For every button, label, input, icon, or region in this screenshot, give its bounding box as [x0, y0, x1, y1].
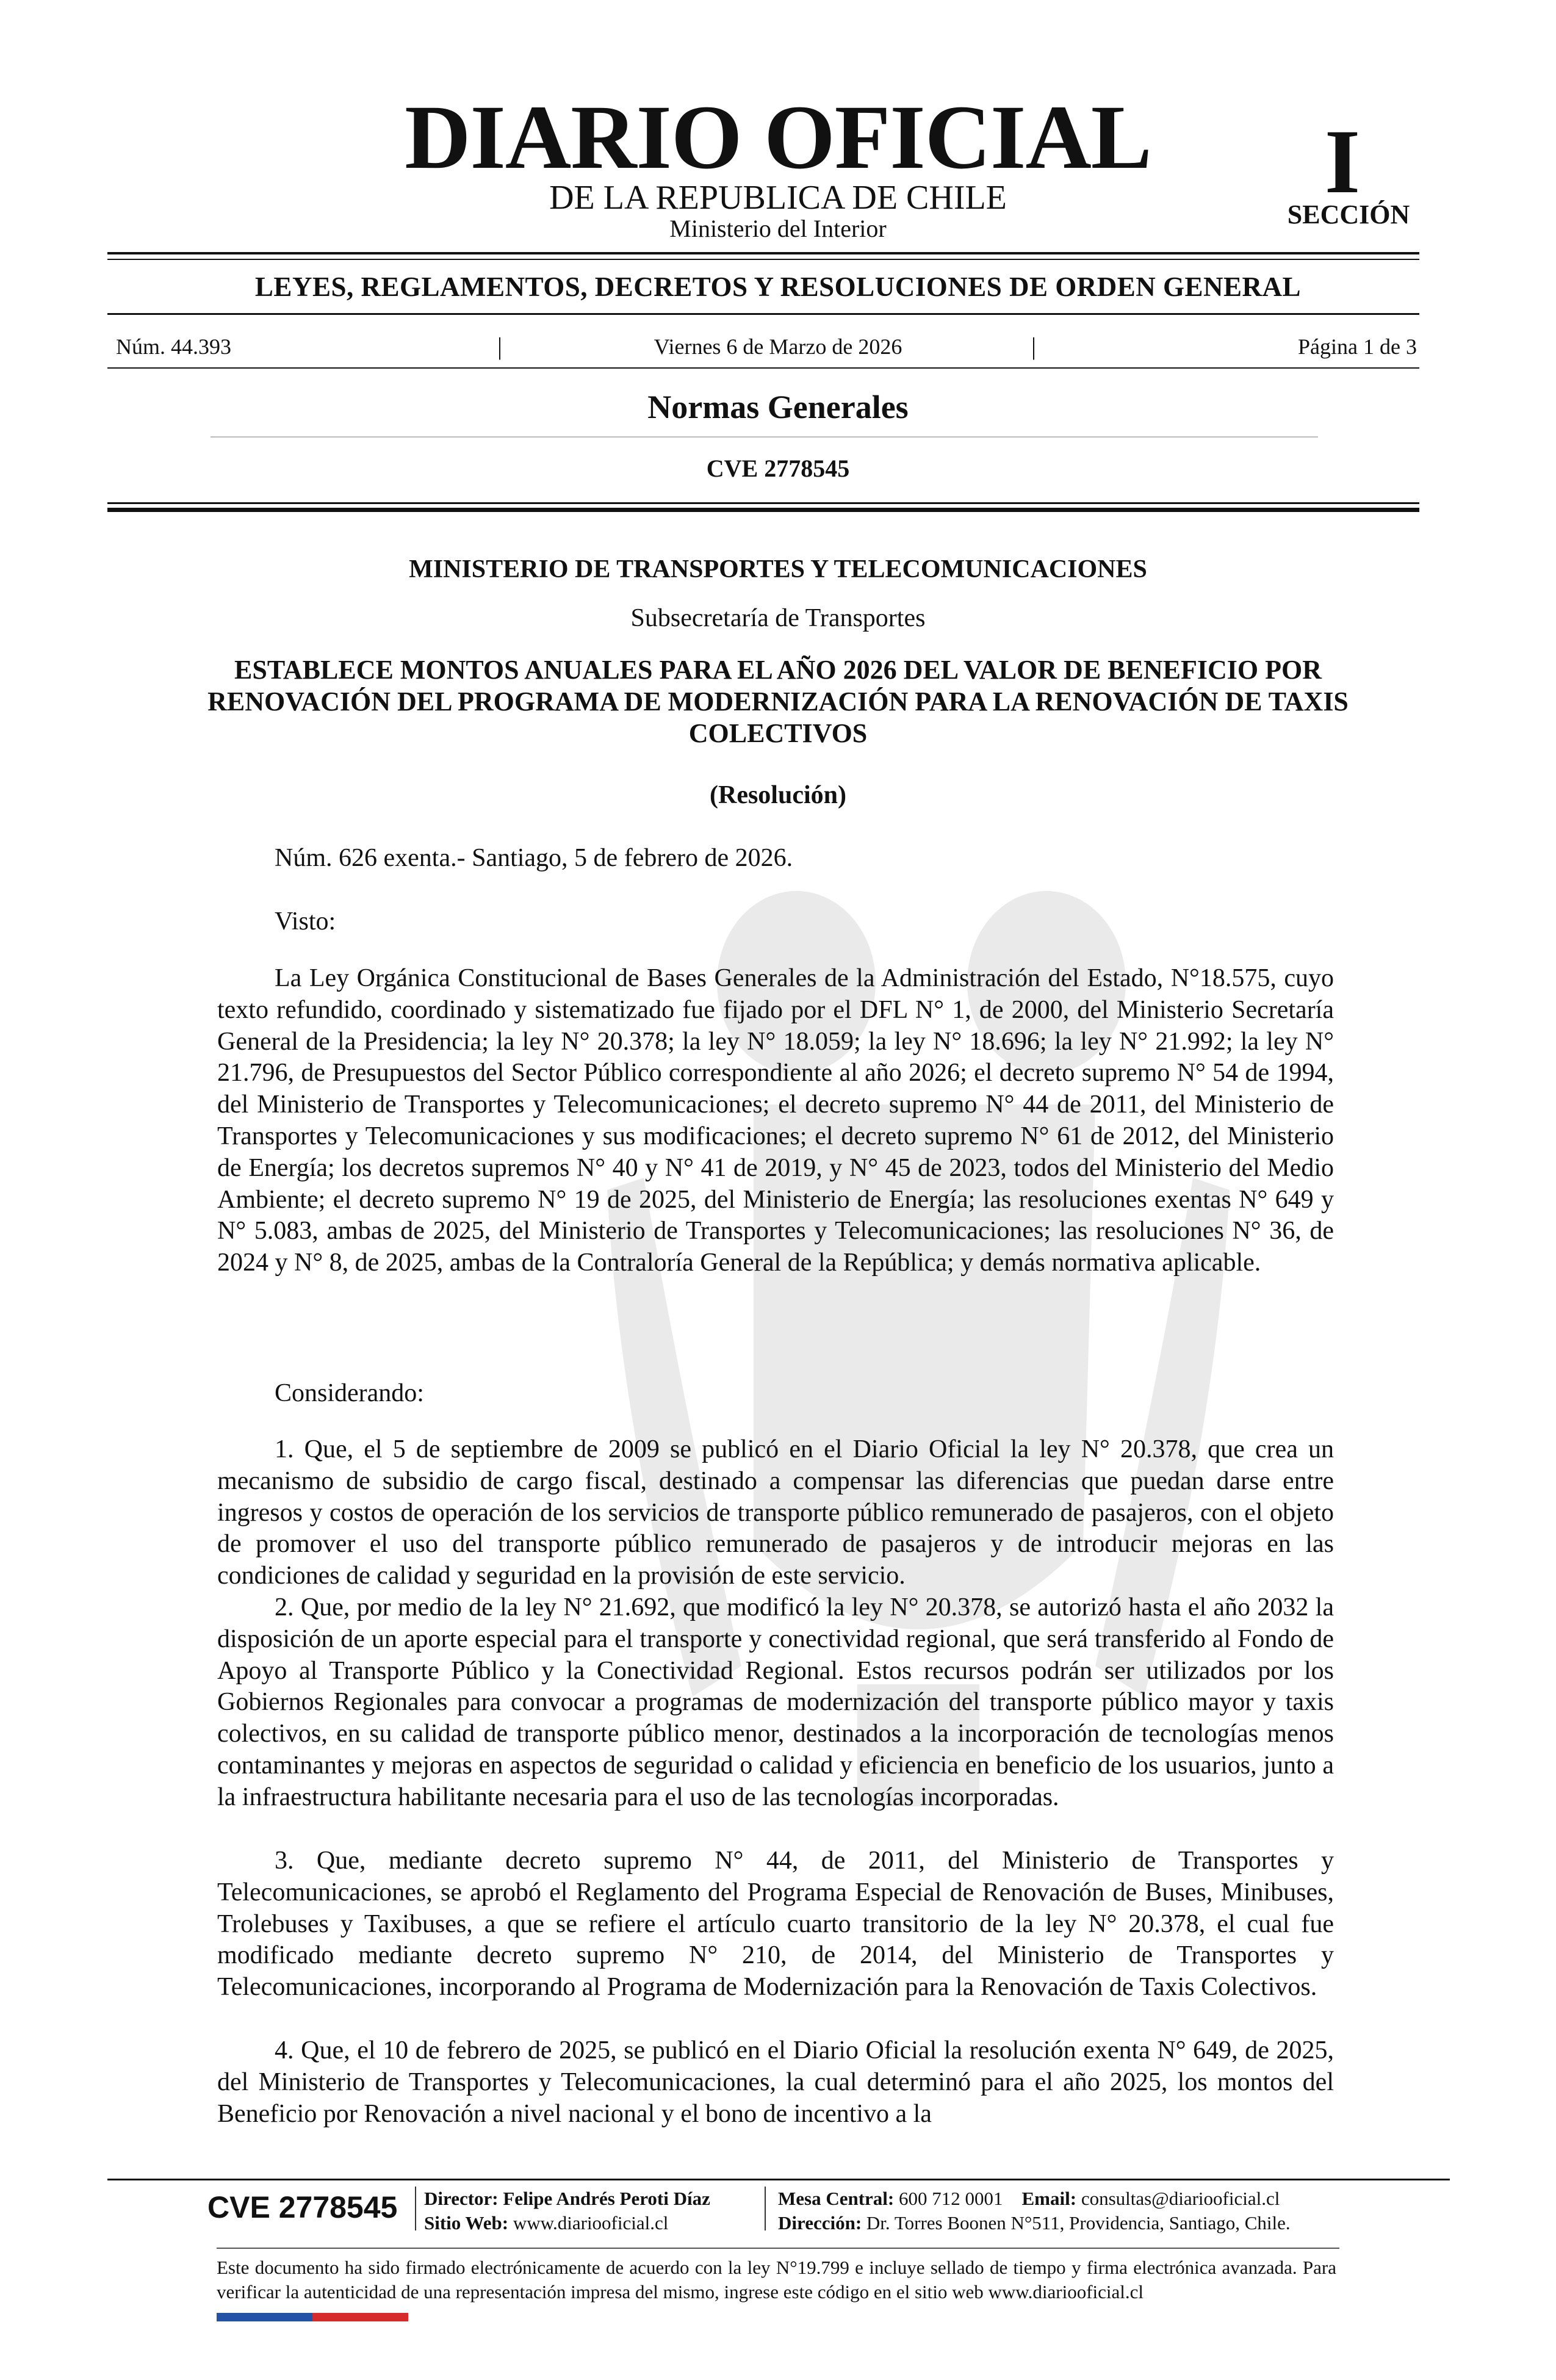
footer-mesa [778, 2187, 1280, 2211]
subsecretaria: Subsecretaría de Transportes [630, 604, 926, 632]
header-rule-top [107, 252, 1419, 254]
masthead-subtitle: DE LA REPUBLICA DE CHILE [549, 179, 1007, 217]
director-name: Felipe Andrés Peroti Díaz [503, 2188, 710, 2209]
footer-site [424, 2211, 668, 2235]
issue-page: Página 1 de 3 [1298, 334, 1417, 359]
flag-stripe-red [312, 2313, 408, 2321]
footer-disclaimer: Este documento ha sido firmado electrónicamente de acuerdo con la ley N°19.799 e incluye sellado de tiempo y firma electrónica avanzada. Para verificar la autenticidad de una representación impresa del mismo, ingrese este código en el sitio web www.diariooficial.cl [217, 2257, 1336, 2302]
cve-rule-thick [107, 508, 1419, 512]
issue-rule [107, 367, 1419, 369]
footer-cve: CVE 2778545 [207, 2190, 398, 2224]
email-label: Email: [1021, 2188, 1077, 2209]
issue-date: Viernes 6 de Marzo de 2026 [654, 334, 902, 359]
cve-heading: CVE 2778545 [706, 455, 850, 482]
cve-rule-thin [107, 502, 1419, 504]
site-link[interactable]: www.diariooficial.cl [513, 2212, 669, 2234]
norm-rule [211, 436, 1318, 438]
flag-stripe-blue [217, 2313, 312, 2321]
considerando-paragraph: 2. Que, por medio de la ley N° 21.692, que modificó la ley N° 20.378, se autorizó hasta el año 2032 la disposición de un aporte especial para el transporte y conectividad regional, que será transferido al Fondo de Apoyo al Transporte Público y la Conectividad Regional. Estos recursos podrán ser utilizados por los Gobiernos Regionales para convocar a programas de modernización del transporte público mayor y taxis colectivos, en su calidad de transporte público menor, destinados a la incorporación de tecnologías menos contaminantes y mejoras en aspectos de seguridad o calidad y eficiencia en beneficio de los usuarios, junto a la infraestructura habilitante necesaria para el uso de las tecnologías incorporadas. [217, 1593, 1334, 1811]
issue-separator: | [1031, 333, 1037, 360]
considerando-paragraph: 1. Que, el 5 de septiembre de 2009 se publicó en el Diario Oficial la ley N° 20.378, que crea un mecanismo de subsidio de cargo fiscal, destinado a compensar las diferencias que puedan darse entre ingresos y costos de operación de los servicios de transporte público remunerado de pasajeros, con el objeto de promover el uso del transporte público remunerado de pasajeros y de introducir mejoras en las condiciones de calidad y seguridad en la provisión de este servicio. [217, 1435, 1334, 1590]
address-value: Dr. Torres Boonen N°511, Providencia, Santiago, Chile. [866, 2212, 1291, 2234]
considerando-paragraph: 4. Que, el 10 de febrero de 2025, se publicó en el Diario Oficial la resolución exenta N° 649, de 2025, del Ministerio de Transportes y Telecomunicaciones, la cual determinó para el año 2025, los montos del Beneficio por Renovación a nivel nacional y el bono de incentivo a la [217, 2036, 1334, 2128]
mesa-label: Mesa Central: [778, 2188, 895, 2209]
footer-divider [415, 2187, 416, 2230]
visto-paragraph: La Ley Orgánica Constitucional de Bases Generales de la Administración del Estado, N°18.575, cuyo texto refundido, coordinado y sistematizado fue fijado por el DFL N° 1, de 2000, del Ministerio Secretaría General de la Presidencia; la ley N° 20.378; la ley N° 18.059; la ley N° 18.696; la ley N° 21.992; la ley N° 21.796, de Presupuestos del Sector Público correspondiente al año 2026; el decreto supremo N° 54 de 1994, del Ministerio de Transportes y Telecomunicaciones; el decreto supremo N° 44 de 2011, del Ministerio de Transportes y Telecomunicaciones y sus modificaciones; el decreto supremo N° 61 de 2012, del Ministerio de Energía; los decretos supremos N° 40 y N° 41 de 2019, y N° 45 de 2023, todos del Ministerio del Medio Ambiente; el decreto supremo N° 19 de 2025, del Ministerio de Energía; las resoluciones exentas N° 649 y N° 5.083, ambas de 2025, del Ministerio de Transportes y Telecomunicaciones; las resoluciones N° 36, de 2024 y N° 8, de 2025, ambas de la Contraloría General de la República; y demás normativa aplicable. [217, 964, 1334, 1277]
footer-director [424, 2187, 710, 2211]
footer-divider [765, 2187, 766, 2230]
footer-address [778, 2211, 1291, 2235]
director-label: Director: [424, 2188, 499, 2209]
issue-separator: | [497, 333, 503, 360]
issue-number: Núm. 44.393 [116, 334, 231, 359]
considerando-paragraph: 3. Que, mediante decreto supremo N° 44, de 2011, del Ministerio de Transportes y Telecomunicaciones, se aprobó el Reglamento del Programa Especial de Renovación de Buses, Minibuses, Trolebuses y Taxibuses, a que se refiere el artículo cuarto transitorio de la ley N° 20.378, el cual fue modificado mediante decreto supremo N° 210, de 2014, del Ministerio de Transportes y Telecomunicaciones, incorporando al Programa de Modernización para la Renovación de Taxis Colectivos. [217, 1847, 1334, 2002]
considerando-label: Considerando: [275, 1379, 424, 1407]
address-label: Dirección: [778, 2212, 862, 2234]
email-link[interactable]: consultas@diariooficial.cl [1081, 2188, 1280, 2209]
ministry-name: MINISTERIO DE TRANSPORTES Y TELECOMUNICACIONES [409, 555, 1147, 583]
masthead-title: DIARIO OFICIAL [405, 87, 1151, 188]
section-label: SECCIÓN [1287, 200, 1410, 229]
header-rule-mid [107, 313, 1419, 315]
resolution-number-line: Núm. 626 exenta.- Santiago, 5 de febrero de 2026. [275, 844, 793, 872]
mesa-phone: 600 712 0001 [899, 2188, 1003, 2209]
header-rule-top-thin [107, 259, 1419, 260]
resolution-type-label: (Resolución) [710, 781, 846, 809]
resolution-title: ESTABLECE MONTOS ANUALES PARA EL AÑO 2026 DEL VALOR DE BENEFICIO POR RENOVACIÓN DEL PROGRAMA DE MODERNIZACIÓN PARA LA RENOVACIÓN DE TAXIS COLECTIVOS [207, 655, 1349, 748]
footer-rule-bottom [217, 2248, 1339, 2249]
section-number: I [1324, 111, 1361, 212]
general-heading: LEYES, REGLAMENTOS, DECRETOS Y RESOLUCIONES DE ORDEN GENERAL [254, 272, 1302, 302]
site-label: Sitio Web: [424, 2212, 509, 2234]
footer-rule [107, 2179, 1450, 2180]
masthead-ministry: Ministerio del Interior [669, 215, 887, 242]
visto-label: Visto: [275, 907, 336, 936]
norm-heading: Normas Generales [647, 389, 909, 425]
